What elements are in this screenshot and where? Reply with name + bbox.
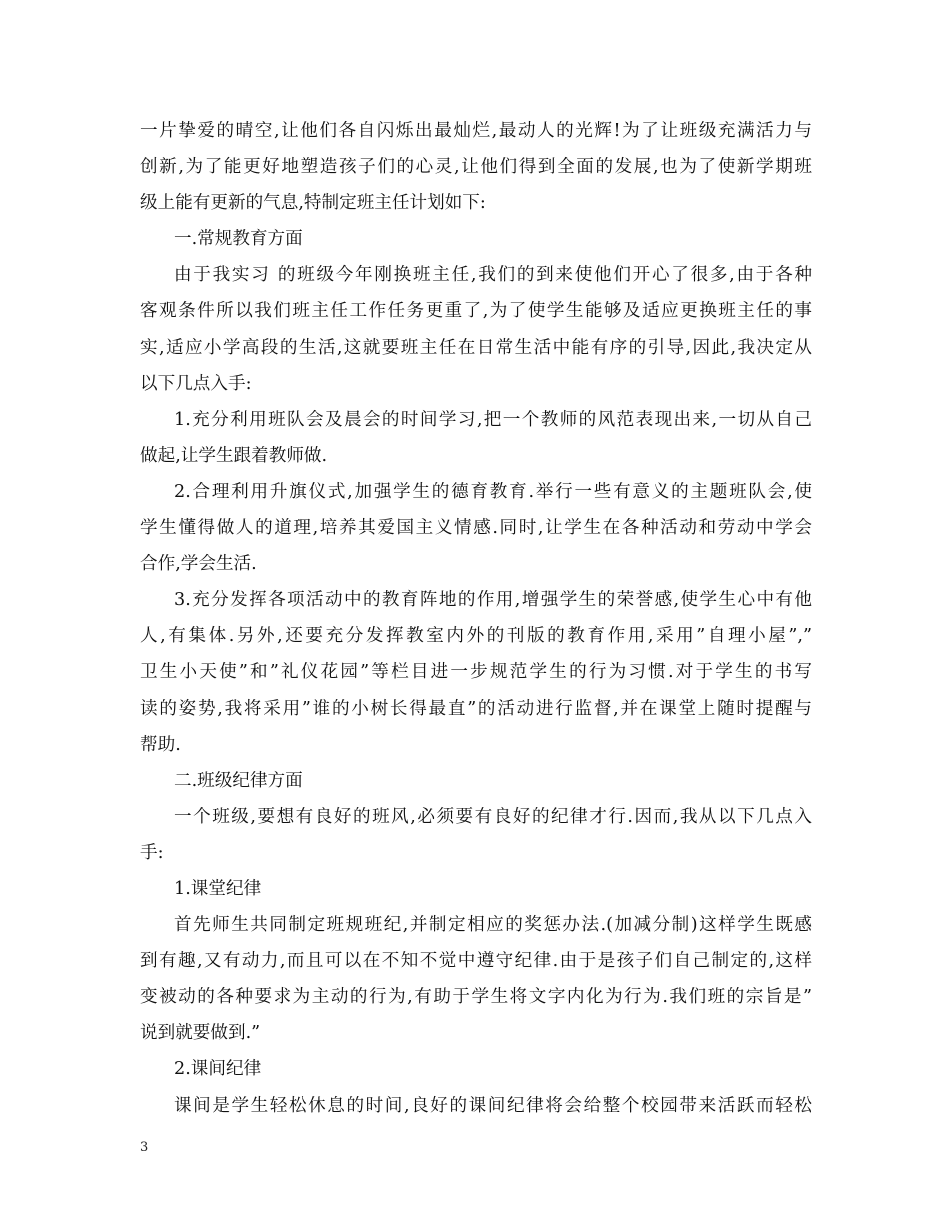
page-number: 3 (140, 1140, 149, 1155)
text-line: 变被动的各种要求为主动的行为,有助于学生将文字内化为行为.我们班的宗旨是” (140, 987, 812, 1008)
text-line: 帮助. (140, 734, 181, 755)
text-line: 实,适应小学高段的生活,这就要班主任在日常生活中能有序的引导,因此,我决定从 (140, 337, 812, 358)
text-line: 级上能有更新的气息,特制定班主任计划如下: (140, 193, 486, 214)
text-line: 卫生小天使”和”礼仪花园”等栏目进一步规范学生的行为习惯.对于学生的书写 (140, 662, 812, 683)
text-line: 创新,为了能更好地塑造孩子们的心灵,让他们得到全面的发展,也为了使新学期班 (140, 157, 812, 178)
text-line: 一.常规教育方面 (174, 229, 303, 250)
text-line: 客观条件所以我们班主任工作任务更重了,为了使学生能够及适应更换班主任的事 (140, 301, 812, 322)
document-body (140, 113, 812, 1124)
text-line: 2.课间纪律 (174, 1059, 262, 1080)
text-line: 读的姿势,我将采用”谁的小树长得最直”的活动进行监督,并在课堂上随时提醒与 (140, 698, 812, 719)
text-line: 人,有集体.另外,还要充分发挥教室内外的刊版的教育作用,采用”自理小屋”,” (140, 626, 812, 647)
text-line: 做起,让学生跟着教师做. (140, 445, 328, 466)
text-line: 合作,学会生活. (140, 554, 257, 575)
text-line: 以下几点入手: (140, 373, 252, 394)
text-line: 一个班级,要想有良好的班风,必须要有良好的纪律才行.因而,我从以下几点入 (174, 806, 812, 827)
text-line: 说到就要做到.” (140, 1023, 261, 1044)
text-line: 一片挚爱的晴空,让他们各自闪烁出最灿烂,最动人的光辉!为了让班级充满活力与 (140, 121, 812, 141)
text-line: 学生懂得做人的道理,培养其爱国主义情感.同时,让学生在各种活动和劳动中学会 (140, 518, 812, 539)
text-line: 首先师生共同制定班规班纪,并制定相应的奖惩办法.(加减分制)这样学生既感 (174, 915, 812, 936)
text-line: 1.充分利用班队会及晨会的时间学习,把一个教师的风范表现出来,一切从自己 (174, 409, 812, 430)
text-line: 2.合理利用升旗仪式,加强学生的德育教育.举行一些有意义的主题班队会,使 (174, 481, 812, 502)
text-line: 到有趣,又有动力,而且可以在不知不觉中遵守纪律.由于是孩子们自己制定的,这样 (140, 951, 812, 972)
text-line: 1.课堂纪律 (174, 878, 262, 899)
text-line: 二.班级纪律方面 (174, 770, 303, 791)
text-line: 课间是学生轻松休息的时间,良好的课间纪律将会给整个校园带来活跃而轻松 (174, 1095, 812, 1116)
text-line: 手: (140, 842, 164, 863)
text-line: 由于我实习 的班级今年刚换班主任,我们的到来使他们开心了很多,由于各种 (174, 265, 812, 286)
text-line: 3.充分发挥各项活动中的教育阵地的作用,增强学生的荣誉感,使学生心中有他 (174, 590, 812, 611)
